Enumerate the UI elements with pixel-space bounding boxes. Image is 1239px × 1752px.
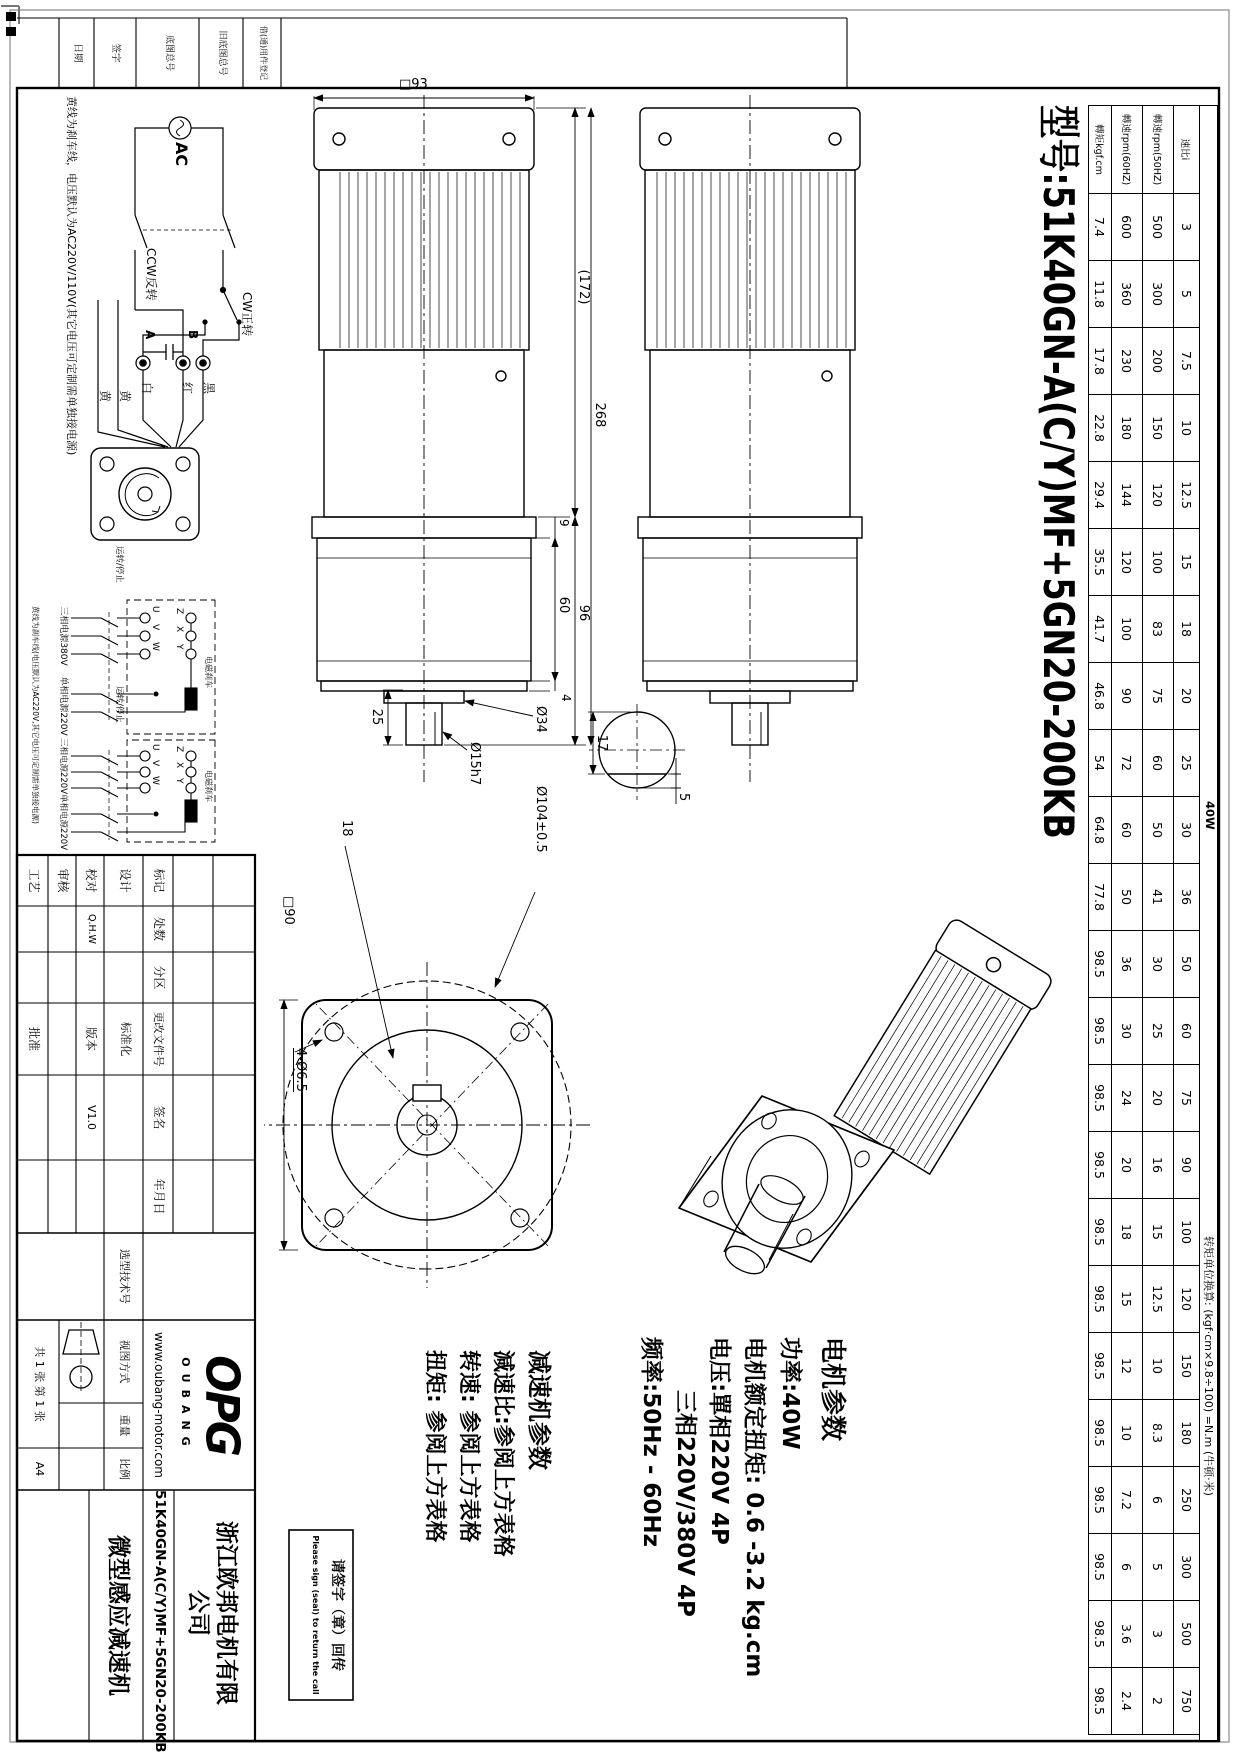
ratio-cell: 10	[1174, 395, 1200, 462]
term-y-b: Y	[174, 778, 184, 784]
ratio-cell: 98.5	[1089, 1400, 1112, 1467]
ratio-cell: 10	[1143, 1333, 1174, 1400]
ratio-cell: 41	[1143, 864, 1174, 931]
strip-signature-label: 签字	[110, 43, 121, 63]
term-w-a: W	[150, 642, 160, 651]
ratio-cell: 90	[1174, 1132, 1200, 1199]
front-view	[264, 846, 590, 1288]
ratio-cell: 180	[1174, 1400, 1200, 1467]
sign-box-en: Please sign (seal) to return the call	[311, 1535, 320, 1695]
tb-checker-sign: Q.H.W	[86, 914, 97, 944]
dim-key-length: 17	[594, 734, 609, 752]
terminal-b-label: B	[186, 330, 200, 340]
power-rating: 40W	[1203, 801, 1217, 830]
ratio-row-header: 轉矩kgf.cm	[1089, 106, 1112, 194]
ratio-cell: 50	[1112, 864, 1143, 931]
side-dim-lines	[314, 96, 591, 750]
ratio-table-top-row	[1199, 105, 1218, 1741]
wire-yellow1-label: 黄	[118, 390, 132, 403]
ratio-table	[1088, 105, 1200, 1735]
ratio-row-header: 速比i	[1174, 106, 1200, 194]
ratio-cell: 230	[1112, 328, 1143, 395]
run-stop-label-a: 运转/停止	[114, 546, 124, 583]
ratio-cell: 98.5	[1089, 1467, 1112, 1534]
ratio-cell: 98.5	[1089, 931, 1112, 998]
tb-view-label: 视图方式	[118, 1339, 131, 1384]
ratio-row-header: 轉速rpm(50HZ)	[1143, 106, 1174, 194]
motor-spec-voltage: 电压:單相220V 4P	[706, 1337, 732, 1545]
ratio-cell: 22.8	[1089, 395, 1112, 462]
ratio-cell: 36	[1174, 864, 1200, 931]
ratio-cell: 7.2	[1112, 1467, 1143, 1534]
term-w-b: W	[150, 776, 160, 785]
dim-key-depth: 5	[676, 793, 691, 802]
ratio-cell: 50	[1174, 931, 1200, 998]
ratio-cell: 7.4	[1089, 194, 1112, 261]
single-phase-note: 黄线为刹车线，电压默认为AC220V/110V(其它电压可定制需单独接电源)	[65, 96, 78, 456]
dim-total-length: 268	[592, 402, 607, 428]
run-stop-label-b: 运转/停止	[114, 686, 124, 723]
ratio-cell: 60	[1112, 797, 1143, 864]
ratio-cell: 20	[1112, 1132, 1143, 1199]
tb-scale-label: 比例	[118, 1458, 131, 1480]
ratio-cell: 35.5	[1089, 529, 1112, 596]
ratio-cell: 2	[1143, 1668, 1174, 1735]
ccw-label: CCW反转	[144, 248, 158, 301]
company-website: www.oubang-motor.com	[152, 1332, 166, 1478]
ratio-cell: 98.5	[1089, 1534, 1112, 1601]
ratio-cell: 10	[1112, 1400, 1143, 1467]
strip-master-label: 底图总号	[164, 34, 174, 71]
three-phase-note: 黄线为刹车线(电压默认为AC220V,其它电压可定制需单独接电源)	[31, 606, 40, 824]
wiring-single-phase	[91, 117, 241, 540]
ratio-cell: 20	[1174, 663, 1200, 730]
ratio-cell: 12	[1112, 1333, 1143, 1400]
iso-view	[679, 917, 1054, 1280]
dim-shaft-length: 25	[369, 708, 384, 726]
ratio-cell: 300	[1143, 261, 1174, 328]
tb-role-audit: 审核	[56, 868, 70, 893]
ratio-cell: 16	[1143, 1132, 1174, 1199]
motor-spec-voltage-3ph: 三相220V/380V 4P	[672, 1390, 698, 1617]
ratio-cell: 98.5	[1089, 998, 1112, 1065]
ratio-cell: 100	[1112, 596, 1143, 663]
supply-3ph-b: 三相电源220V	[58, 737, 68, 795]
ratio-cell: 18	[1112, 1199, 1143, 1266]
attachment-strip-grid	[17, 18, 847, 88]
ratio-cell: 150	[1174, 1333, 1200, 1400]
tb-sheet-info: 共 1 张 第 1 张	[33, 1346, 46, 1422]
term-x-b: X	[174, 762, 184, 769]
dim-plate: 4	[559, 694, 573, 702]
tb-rev-date: 年月日	[152, 1178, 166, 1215]
ratio-cell: 98.5	[1089, 1132, 1112, 1199]
dim-shaft-diameter: Ø15h7	[467, 742, 482, 786]
ac-source-label: AC	[172, 142, 191, 167]
ratio-cell: 15	[1174, 529, 1200, 596]
dim-flange-square: □90	[281, 896, 296, 925]
ratio-cell: 46.8	[1089, 663, 1112, 730]
wiring-three-phase-a	[71, 600, 215, 734]
ratio-cell: 3	[1174, 194, 1200, 261]
ratio-cell: 30	[1143, 931, 1174, 998]
supply-1ph-b: 单相电源220V	[58, 793, 68, 851]
motor-spec-power: 功率:40W	[777, 1337, 803, 1450]
dim-pilot-diameter: Ø104±0.5	[533, 786, 548, 853]
ratio-cell: 3.6	[1112, 1601, 1143, 1668]
strip-borrow-label: 借(通)用件登记	[259, 25, 268, 81]
ratio-cell: 29.4	[1089, 462, 1112, 529]
supply-3ph-a: 三相电源380V	[58, 606, 68, 666]
tb-rev-docno: 更改文件号	[152, 1011, 165, 1067]
term-x-a: X	[174, 626, 184, 633]
ratio-cell: 600	[1112, 194, 1143, 261]
dim-gearhead-length: 60	[556, 596, 571, 614]
side-view-top	[638, 95, 862, 782]
wire-black-label: 黑	[202, 382, 216, 395]
ratio-cell: 200	[1143, 328, 1174, 395]
ratio-cell: 360	[1112, 261, 1143, 328]
ratio-cell: 72	[1112, 730, 1143, 797]
ratio-cell: 20	[1143, 1065, 1174, 1132]
tb-role-process: 工艺	[27, 868, 41, 893]
ratio-cell: 98.5	[1089, 1199, 1112, 1266]
ratio-cell: 24	[1112, 1065, 1143, 1132]
gear-spec-torque: 扭矩: 参阅上方表格	[422, 1350, 447, 1543]
ratio-cell: 5	[1174, 261, 1200, 328]
torque-conversion-note: 转矩单位换算: (kgf·cm×9.8÷100) =N.m (牛顿·米)	[1202, 1236, 1216, 1496]
ratio-cell: 2.4	[1112, 1668, 1143, 1735]
tb-rev-count: 处数	[152, 916, 166, 941]
strip-date-label: 日期	[72, 43, 83, 63]
ratio-cell: 30	[1112, 998, 1143, 1065]
tb-approve: 批准	[27, 1026, 41, 1051]
tb-paper-size: A4	[33, 1461, 46, 1477]
company-logo: OPG	[194, 1355, 249, 1455]
ratio-cell: 7.5	[1174, 328, 1200, 395]
motor-spec-frequency: 频率:50Hz - 60Hz	[638, 1337, 664, 1548]
ratio-cell: 18	[1174, 596, 1200, 663]
ratio-cell: 77.8	[1089, 864, 1112, 931]
product-name: 微型感应减速机	[105, 1535, 131, 1696]
side-view-main	[312, 95, 591, 782]
sign-box-cn: 请签字（章）回传	[329, 1559, 345, 1671]
ratio-cell: 6	[1143, 1467, 1174, 1534]
ratio-cell: 500	[1143, 194, 1174, 261]
dim-mounting-holes: 4-Ø6.5	[293, 1048, 308, 1092]
tb-rev-mark: 标记	[152, 868, 166, 893]
dim-body-square: □93	[399, 77, 428, 92]
term-v-b: V	[150, 760, 160, 767]
ratio-cell: 98.5	[1089, 1065, 1112, 1132]
ratio-cell: 12.5	[1174, 462, 1200, 529]
tb-version-label: 版本	[84, 1026, 98, 1051]
dim-output-length: 96	[576, 604, 591, 622]
ratio-cell: 17.8	[1089, 328, 1112, 395]
company-name: 浙江欧邦电机有限公司	[185, 1521, 239, 1705]
tb-rev-zone: 分区	[152, 965, 166, 990]
ratio-table-body	[1089, 106, 1200, 1735]
ratio-cell: 15	[1143, 1199, 1174, 1266]
term-y-a: Y	[174, 644, 184, 650]
company-logo-sub: OUBANG	[179, 1357, 192, 1453]
gear-spec-speed: 转速: 参阅上方表格	[456, 1350, 481, 1543]
tb-role-check: 校对	[84, 868, 98, 893]
brake-label-a: 电磁刹车	[204, 656, 213, 688]
ratio-cell: 144	[1112, 462, 1143, 529]
ratio-cell: 98.5	[1089, 1266, 1112, 1333]
ratio-cell: 150	[1143, 395, 1174, 462]
motor-spec-torque: 电机额定扭矩: 0.6 -3.2 kg.cm	[741, 1337, 767, 1678]
ratio-cell: 500	[1174, 1601, 1200, 1668]
dim-motor-length: (172)	[576, 269, 591, 305]
ratio-cell: 15	[1112, 1266, 1143, 1333]
motor-specs-title: 电机参数	[817, 1337, 847, 1442]
ratio-row-header: 轉速rpm(60HZ)	[1112, 106, 1143, 194]
wire-white-label: 白	[140, 382, 154, 395]
terminal-a-label: A	[143, 330, 157, 340]
term-z-a: Z	[174, 608, 184, 615]
ratio-cell: 6	[1112, 1534, 1143, 1601]
ratio-cell: 25	[1174, 730, 1200, 797]
term-u-a: U	[150, 606, 160, 613]
supply-1ph-a: 单相电源220V	[58, 676, 68, 736]
wiring-three-phase-b	[71, 740, 215, 842]
ratio-cell: 250	[1174, 1467, 1200, 1534]
ratio-cell: 83	[1143, 596, 1174, 663]
ratio-cell: 98.5	[1089, 1601, 1112, 1668]
brake-label-b: 电磁刹车	[204, 770, 213, 802]
ratio-cell: 11.8	[1089, 261, 1112, 328]
ratio-cell: 3	[1143, 1601, 1174, 1668]
ratio-cell: 41.7	[1089, 596, 1112, 663]
term-z-b: Z	[174, 746, 184, 753]
dim-gap: 9	[557, 519, 571, 527]
ratio-cell: 60	[1143, 730, 1174, 797]
ratio-cell: 120	[1174, 1266, 1200, 1333]
tb-weight-label: 重量	[118, 1414, 131, 1437]
tb-role-design: 设计	[118, 868, 132, 893]
page-title: 型号:51K40GN-A(C/Y)MF+5GN20-200KB	[1034, 105, 1083, 839]
ratio-cell: 100	[1143, 529, 1174, 596]
ratio-cell: 120	[1112, 529, 1143, 596]
ratio-cell: 98.5	[1089, 1333, 1112, 1400]
dim-keyway: 18	[339, 820, 354, 837]
ratio-cell: 50	[1143, 797, 1174, 864]
gear-specs-title: 减速机参数	[525, 1350, 553, 1470]
wire-red-label: 红	[180, 382, 194, 395]
tb-rev-sign: 签名	[152, 1105, 166, 1130]
ratio-cell: 75	[1143, 663, 1174, 730]
gear-spec-ratio: 減速比:参阅上方表格	[490, 1350, 515, 1557]
ratio-cell: 75	[1174, 1065, 1200, 1132]
drawing-code: 51K40GN-A(C/Y)MF+5GN20-200KB	[152, 1490, 168, 1752]
ratio-cell: 90	[1112, 663, 1143, 730]
cw-label: CW正转	[240, 292, 254, 337]
ratio-cell: 64.8	[1089, 797, 1112, 864]
ratio-cell: 98.5	[1089, 1668, 1112, 1735]
ratio-cell: 5	[1143, 1534, 1174, 1601]
ratio-cell: 60	[1174, 998, 1200, 1065]
tb-selection-label: 选型技术号	[118, 1249, 131, 1304]
ratio-cell: 30	[1174, 797, 1200, 864]
ratio-cell: 8.3	[1143, 1400, 1174, 1467]
ratio-cell: 12.5	[1143, 1266, 1174, 1333]
ratio-cell: 180	[1112, 395, 1143, 462]
ratio-cell: 36	[1112, 931, 1143, 998]
wire-yellow2-label: 黄	[98, 390, 112, 403]
term-u-b: U	[150, 744, 160, 751]
ratio-cell: 750	[1174, 1668, 1200, 1735]
term-v-a: V	[150, 624, 160, 631]
ratio-cell: 54	[1089, 730, 1112, 797]
dim-boss-diameter: Ø34	[533, 706, 548, 733]
strip-old-master-label: 旧底图总号	[217, 30, 227, 76]
ratio-cell: 25	[1143, 998, 1174, 1065]
ratio-cell: 100	[1174, 1199, 1200, 1266]
ratio-cell: 120	[1143, 462, 1174, 529]
tb-standardization: 标准化	[119, 1021, 133, 1057]
ratio-cell: 300	[1174, 1534, 1200, 1601]
tb-version-value: V1.0	[85, 1104, 98, 1131]
